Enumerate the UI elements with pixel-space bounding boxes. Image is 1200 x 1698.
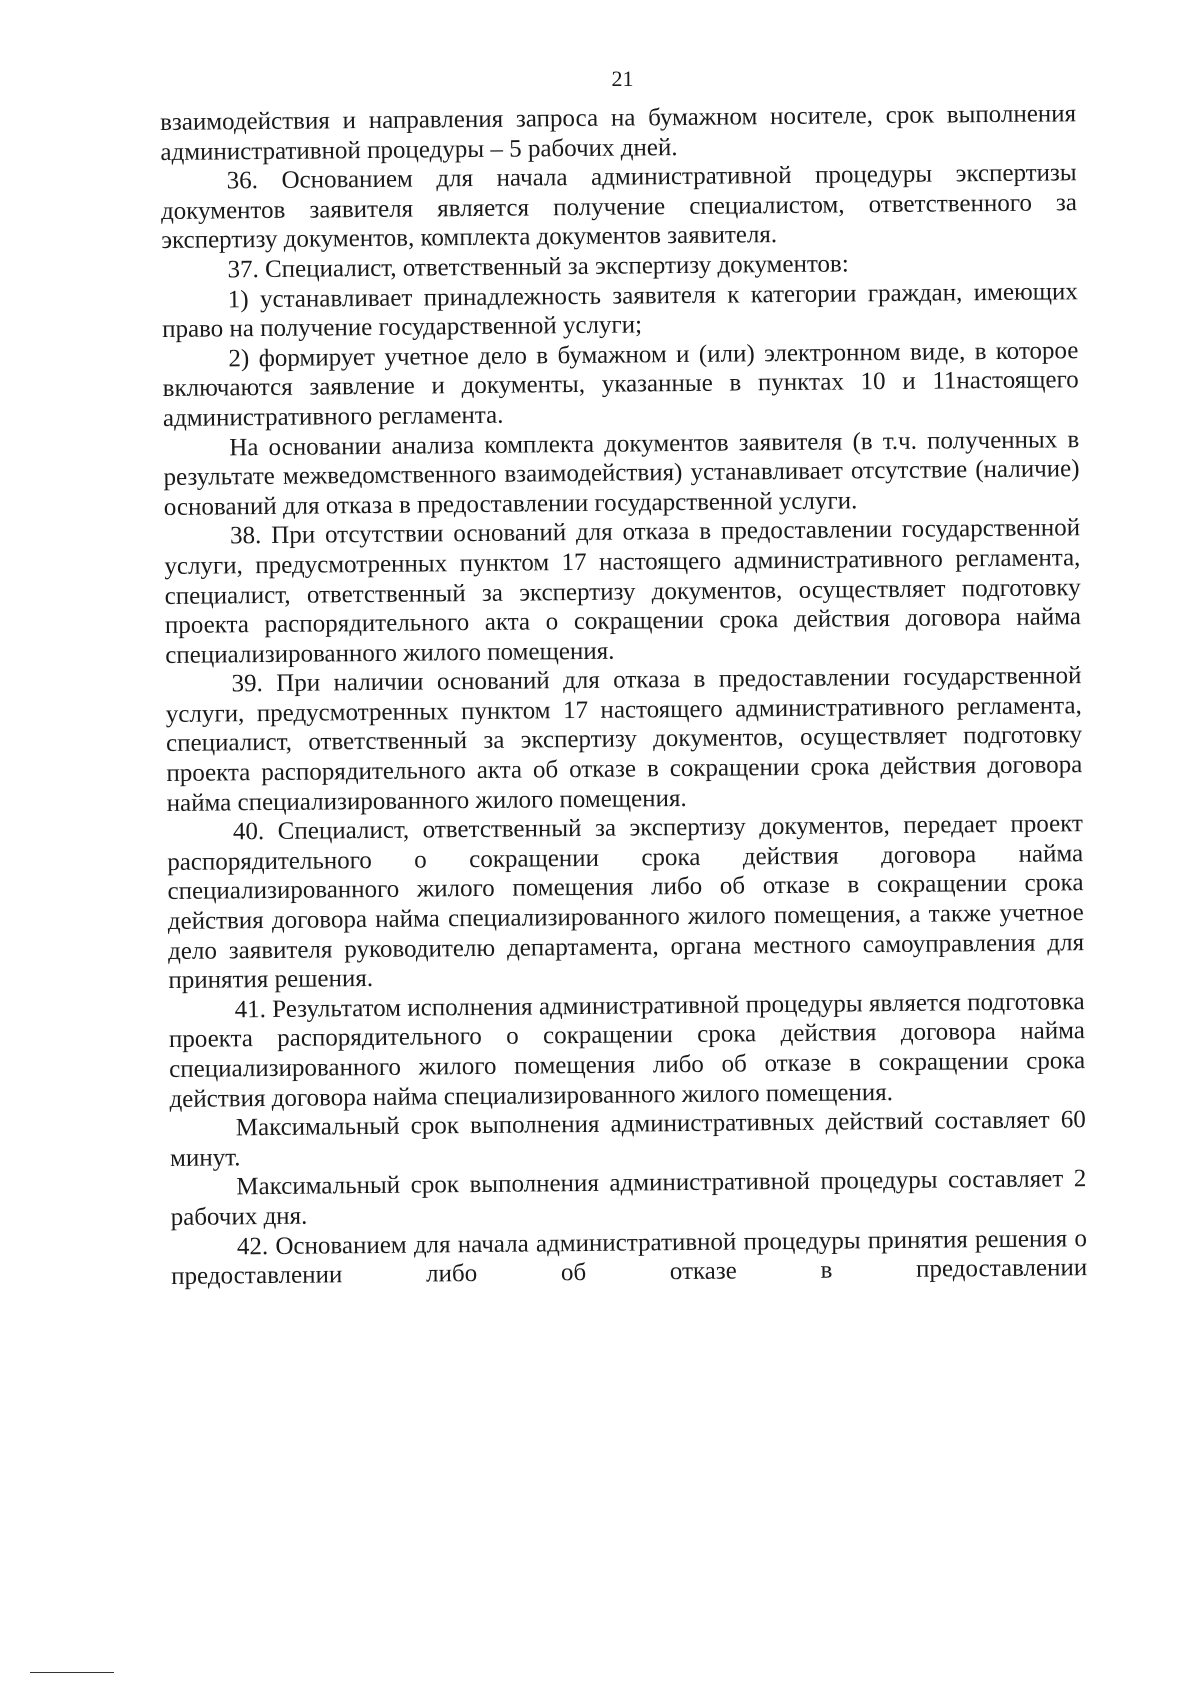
paragraph-41-procedure-time: Максимальный срок выполнения административной процедуры составляет 2 рабочих дня.	[170, 1165, 1087, 1231]
paragraph-40: 40. Специалист, ответственный за экспертизу документов, передает проект распорядительного о сокращении срока действия договора найма специализированного жилого помещения либо об отказе в сокращении срока действия договора найма специализированного жилого помещения, а также учетное дело заявителя руководителю департамента, органа местного самоуправления для принятия решения.	[167, 810, 1085, 995]
paragraph-41: 41. Результатом исполнения административной процедуры является подготовка проекта распорядительного о сокращении срока действия договора найма специализированного жилого помещения либо об отказе в сокращении срока действия договора найма специализированного жилого помещения.	[168, 987, 1086, 1113]
page-number: 21	[611, 66, 634, 91]
paragraph-39: 39. При наличии оснований для отказа в предоставлении государственной услуги, предусмотренных пунктом 17 настоящего административного регламента, специалист, ответственный за экспертизу документов, осуществляет подготовку проекта распорядительного акта об отказе в сокращении срока действия договора найма специализированного жилого помещения.	[165, 662, 1083, 817]
paragraph-36: 36. Основанием для начала административной процедуры экспертизы документов заявителя является получение специалистом, ответственного за экспертизу документов, комплекта документов заявителя.	[160, 159, 1078, 255]
paragraph-37-item-1: 1) устанавливает принадлежность заявителя к категории граждан, имеющих право на получение государственной услуги;	[161, 277, 1078, 344]
paragraph-37-item-2: 2) формирует учетное дело в бумажном и (или) электронном виде, в которое включаются заявление и документы, указанные в пунктах 10 и 11настоящего административного регламента.	[162, 336, 1079, 432]
paragraph-42: 42. Основанием для начала административной процедуры принятия решения о предоставлении либо об отказе в предоставлении	[171, 1224, 1088, 1291]
paragraph-37: 37. Специалист, ответственный за экспертизу документов:	[227, 250, 849, 284]
footer-rule	[30, 1672, 114, 1673]
paragraph-continuation: взаимодействия и направления запроса на бумажном носителе, срок выполнения административной процедуры – 5 рабочих дней.	[160, 100, 1077, 166]
paragraph-37-analysis: На основании анализа комплекта документов заявителя (в т.ч. полученных в результате межведомственного взаимодействия) устанавливает отсутствие (наличие) оснований для отказа в предоставлении государственной услуги.	[163, 425, 1080, 521]
paragraph-38: 38. При отсутствии оснований для отказа в предоставлении государственной услуги, предусмотренных пунктом 17 настоящего административного регламента, специалист, ответственный за экспертизу документов, осуществляет подготовку проекта распорядительного акта о сокращении срока действия договора найма специализированного жилого помещения.	[164, 514, 1082, 669]
document-body	[160, 99, 1087, 1291]
paragraph-41-actions-time: Максимальный срок выполнения административных действий составляет 60 минут.	[169, 1106, 1086, 1172]
